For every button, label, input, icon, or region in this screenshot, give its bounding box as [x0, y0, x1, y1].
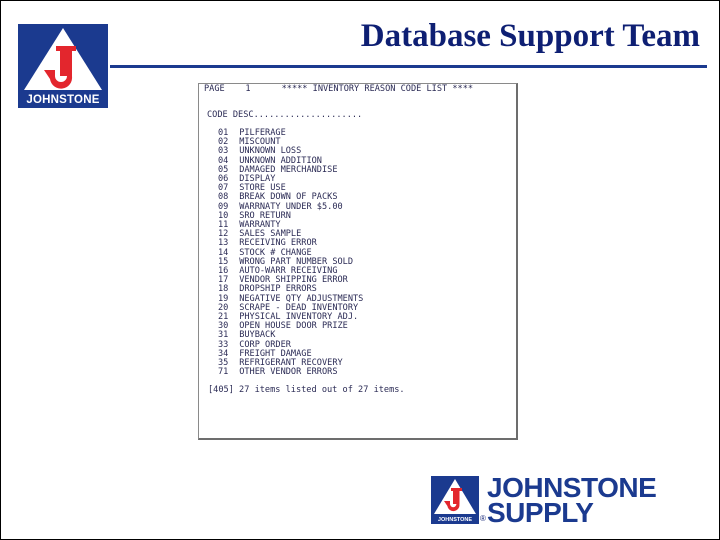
reason-description: WRONG PART NUMBER SOLD	[239, 256, 354, 267]
johnstone-logo-top	[18, 24, 108, 108]
reason-code: 19	[218, 293, 229, 304]
reason-description: RECEIVING ERROR	[239, 238, 317, 249]
reason-description: OTHER VENDOR ERRORS	[239, 367, 338, 378]
reason-description: BREAK DOWN OF PACKS	[239, 192, 338, 203]
reason-code: 16	[218, 266, 229, 276]
reason-description: OPEN HOUSE DOOR PRIZE	[239, 321, 348, 332]
reason-description: DAMAGED MERCHANDISE	[239, 164, 338, 175]
reason-code: 08	[218, 192, 229, 203]
reason-code: 04	[218, 155, 229, 166]
reason-description: SCRAPE - DEAD INVENTORY	[239, 302, 359, 313]
reason-description: UNKNOWN LOSS	[239, 146, 302, 157]
reason-code: 06	[218, 174, 229, 184]
reason-code: 03	[218, 146, 229, 157]
reason-description: DROPSHIP ERRORS	[239, 284, 317, 295]
reason-code: 33	[218, 339, 229, 350]
reason-code: 13	[218, 238, 229, 249]
logo-word-supply: SUPPLY	[487, 497, 594, 528]
reason-code-row	[218, 368, 338, 377]
reason-code: 34	[218, 348, 229, 359]
reason-code: 02	[218, 137, 229, 148]
reason-code: 10	[218, 210, 229, 221]
reason-code: 31	[218, 330, 229, 341]
reason-description: WARRNATY UNDER $5.00	[239, 201, 343, 212]
reason-code: 17	[218, 275, 229, 286]
registered-mark: ®	[480, 514, 486, 523]
reason-code: 15	[218, 256, 229, 267]
reason-description: CORP ORDER	[239, 339, 291, 350]
reason-code: 21	[218, 312, 229, 322]
reason-code: 20	[218, 302, 229, 313]
reason-description: AUTO-WARR RECEIVING	[239, 266, 338, 276]
reason-code: 05	[218, 164, 229, 175]
logo-mini-brand-text: JOHNSTONE	[437, 517, 473, 523]
reason-code: 14	[218, 247, 229, 258]
reason-description: PHYSICAL INVENTORY ADJ.	[239, 312, 359, 322]
reason-description: SALES SAMPLE	[239, 229, 302, 240]
reason-code: 09	[218, 201, 229, 212]
reason-description: SRO RETURN	[239, 210, 291, 221]
logo-mark	[431, 476, 479, 524]
reason-description: STOCK # CHANGE	[239, 247, 312, 258]
reason-code: 71	[218, 367, 229, 378]
johnstone-supply-logo	[431, 474, 701, 526]
terminal-footer: [405] 27 items listed out of 27 items.	[208, 385, 405, 395]
reason-code: 18	[218, 284, 229, 295]
reason-code: 11	[218, 220, 229, 230]
reason-description: VENDOR SHIPPING ERROR	[239, 275, 348, 286]
reason-description: STORE USE	[239, 183, 286, 194]
logo-brand-text: JOHNSTONE	[26, 94, 100, 106]
reason-description: BUYBACK	[239, 330, 276, 341]
reason-code: 12	[218, 229, 229, 240]
terminal-column-header: CODE DESC.....................	[207, 110, 363, 120]
reason-description: WARRANTY	[239, 220, 281, 230]
reason-code: 07	[218, 183, 229, 194]
logo-word-johnstone: JOHNSTONE	[487, 472, 657, 503]
reason-description: MISCOUNT	[239, 137, 281, 148]
reason-description: PILFERAGE	[239, 128, 286, 138]
reason-description: UNKNOWN ADDITION	[239, 155, 322, 166]
reason-description: FREIGHT DAMAGE	[239, 348, 312, 359]
reason-description: DISPLAY	[239, 174, 276, 184]
reason-code: 30	[218, 321, 229, 332]
reason-code: 01	[218, 128, 229, 138]
reason-code: 35	[218, 358, 229, 368]
reason-description: NEGATIVE QTY ADJUSTMENTS	[239, 293, 364, 304]
title-underline	[110, 65, 707, 68]
inventory-reason-code-screenshot	[198, 83, 518, 440]
reason-description: REFRIGERANT RECOVERY	[239, 358, 343, 368]
terminal-header: PAGE 1 ***** INVENTORY REASON CODE LIST ****	[204, 84, 474, 94]
slide-title: Database Support Team	[360, 18, 700, 54]
